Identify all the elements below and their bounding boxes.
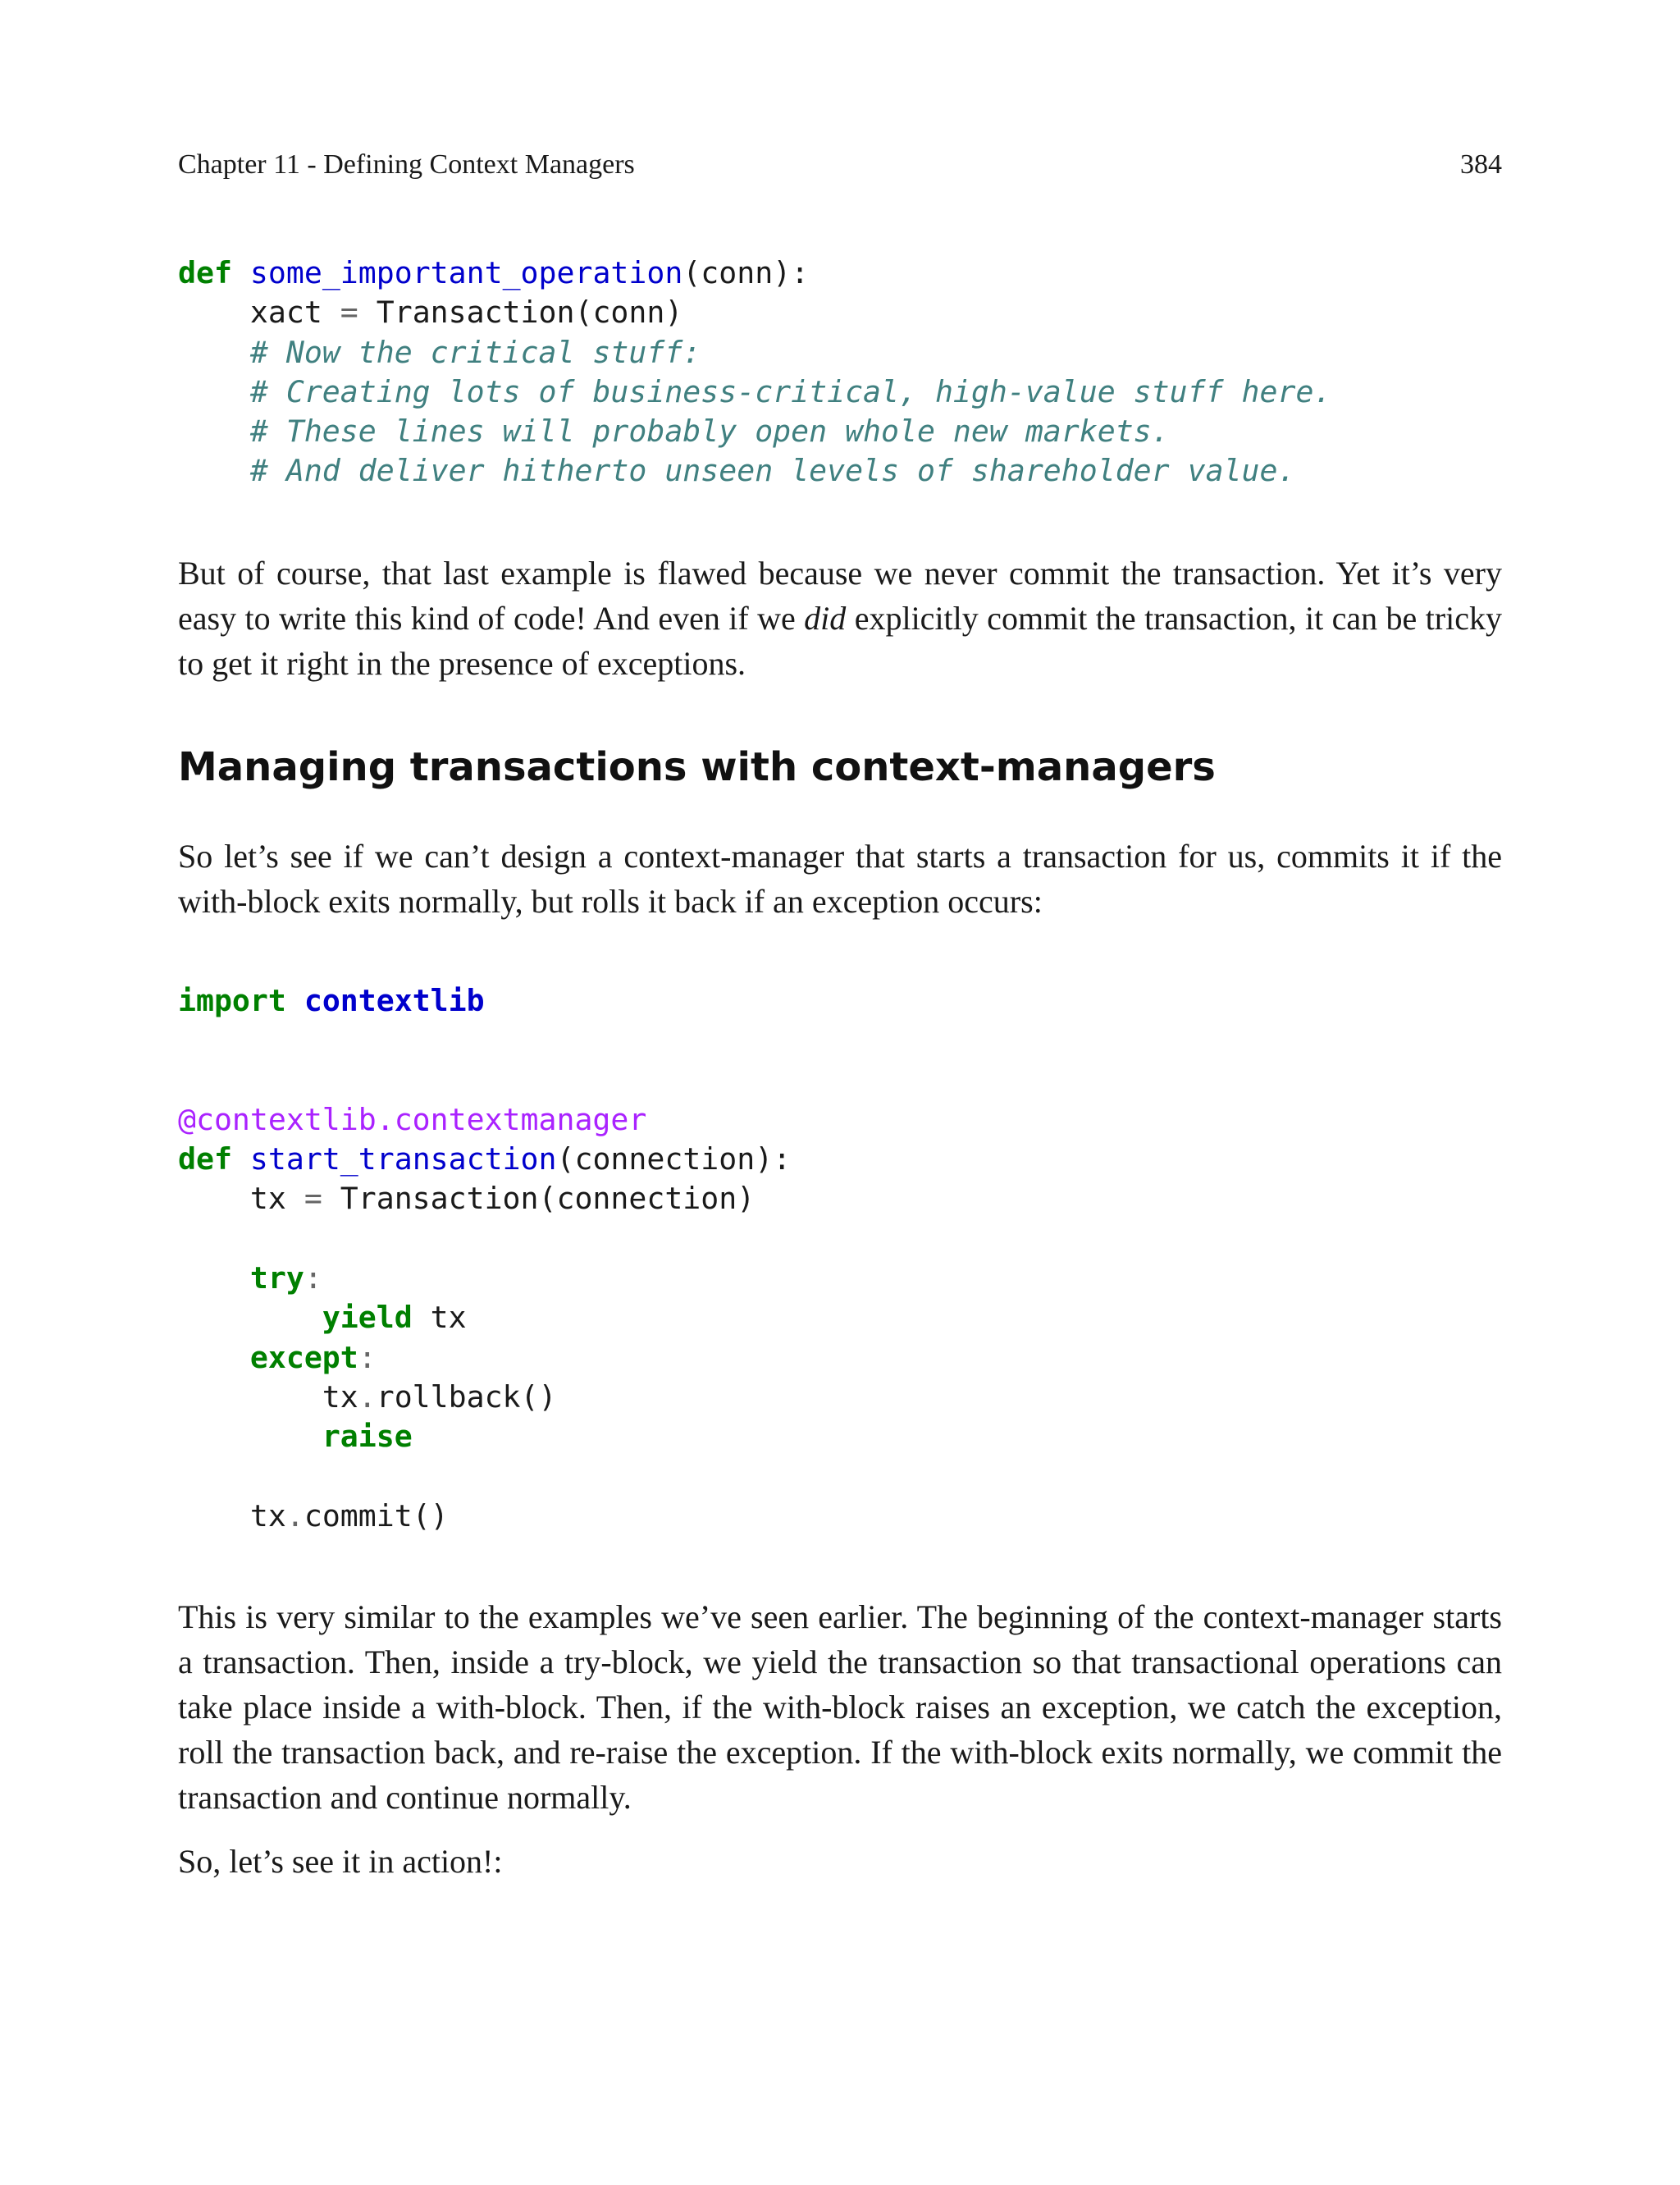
body-paragraph: So, let’s see it in action!: (178, 1843, 503, 1880)
code-comment: # Now the critical stuff: (178, 334, 701, 370)
punctuation: : (304, 1260, 322, 1296)
page-header (178, 144, 1502, 185)
keyword: try (249, 1260, 304, 1296)
punctuation: : (358, 1339, 377, 1375)
code-text: Transaction(conn) (358, 295, 683, 331)
code-block-some-important-operation (178, 254, 1331, 491)
paragraph-text: But of course, that last example is flawed because we never commit the transaction. Yet it’s very easy to write this kind of code! And even if we (178, 555, 1502, 637)
code-line (178, 293, 1331, 332)
keyword: raise (322, 1419, 413, 1455)
code-blank-line (178, 1219, 791, 1259)
body-paragraph (178, 551, 1502, 686)
code-blank-line (178, 1457, 791, 1497)
paragraph-text: explicitly commit the transaction, it can be tricky to get it right in the presence of exceptions. (178, 600, 1502, 682)
running-header-chapter: Chapter 11 - Defining Context Managers (178, 149, 635, 180)
code-text: tx (178, 1181, 304, 1217)
code-line (178, 1179, 791, 1218)
module-name: contextlib (304, 983, 485, 1018)
operator: . (358, 1378, 377, 1415)
code-blank-line (178, 1061, 791, 1100)
code-line (178, 1338, 791, 1378)
code-comment: # Creating lots of business-critical, high-value stuff here. (178, 373, 1332, 409)
code-text: tx (412, 1300, 467, 1336)
code-text: commit() (304, 1497, 449, 1534)
body-paragraph: So let’s see if we can’t design a context-manager that starts a transaction for us, commits it if the with-block exits normally, but rolls it back if an exception occurs: (178, 838, 1502, 920)
code-text: (conn): (682, 255, 810, 290)
code-comment: # These lines will probably open whole new markets. (178, 414, 1170, 450)
code-blank-line (178, 1021, 791, 1060)
indent (178, 1300, 322, 1335)
operator: = (340, 295, 358, 331)
keyword: import (178, 983, 286, 1018)
code-text: tx (178, 1378, 358, 1415)
code-line (178, 1417, 791, 1456)
function-name: start_transaction (249, 1141, 557, 1177)
code-line (178, 1497, 791, 1536)
code-text: Transaction(connection) (322, 1181, 756, 1217)
code-line (178, 981, 791, 1021)
code-line (178, 1298, 791, 1337)
keyword: def (178, 1141, 232, 1177)
section-heading: Managing transactions with context-managers (178, 744, 1216, 790)
code-line (178, 1140, 791, 1179)
decorator: @contextlib.contextmanager (178, 1101, 647, 1137)
operator: . (285, 1497, 304, 1534)
code-text: rollback() (376, 1378, 557, 1415)
page-number: 384 (1460, 149, 1502, 180)
code-text: tx (178, 1497, 286, 1534)
indent (178, 1419, 322, 1454)
keyword: yield (322, 1300, 413, 1336)
emphasized-text: did (804, 600, 847, 637)
code-line (178, 254, 1331, 293)
code-block-start-transaction (178, 981, 791, 1536)
indent (178, 1260, 250, 1296)
code-line (178, 1378, 791, 1417)
code-line (178, 1259, 791, 1298)
function-name: some_important_operation (249, 255, 683, 290)
code-text: xact (178, 295, 340, 331)
keyword: except (249, 1339, 358, 1375)
code-comment: # And deliver hitherto unseen levels of shareholder value. (178, 453, 1296, 489)
indent (178, 1340, 250, 1375)
operator: = (304, 1181, 322, 1217)
body-paragraph: This is very similar to the examples we’ve seen earlier. The beginning of the context-manager starts a transaction. Then, inside a try-block, we yield the transaction so that transactional operations can take place inside a with-block. Then, if the with-block raises an exception, we catch the exception, roll the transaction back, and re-raise the exception. If the with-block exits normally, we commit the transaction and continue normally. (178, 1598, 1502, 1816)
keyword: def (178, 255, 232, 290)
code-text: (connection): (556, 1141, 792, 1177)
